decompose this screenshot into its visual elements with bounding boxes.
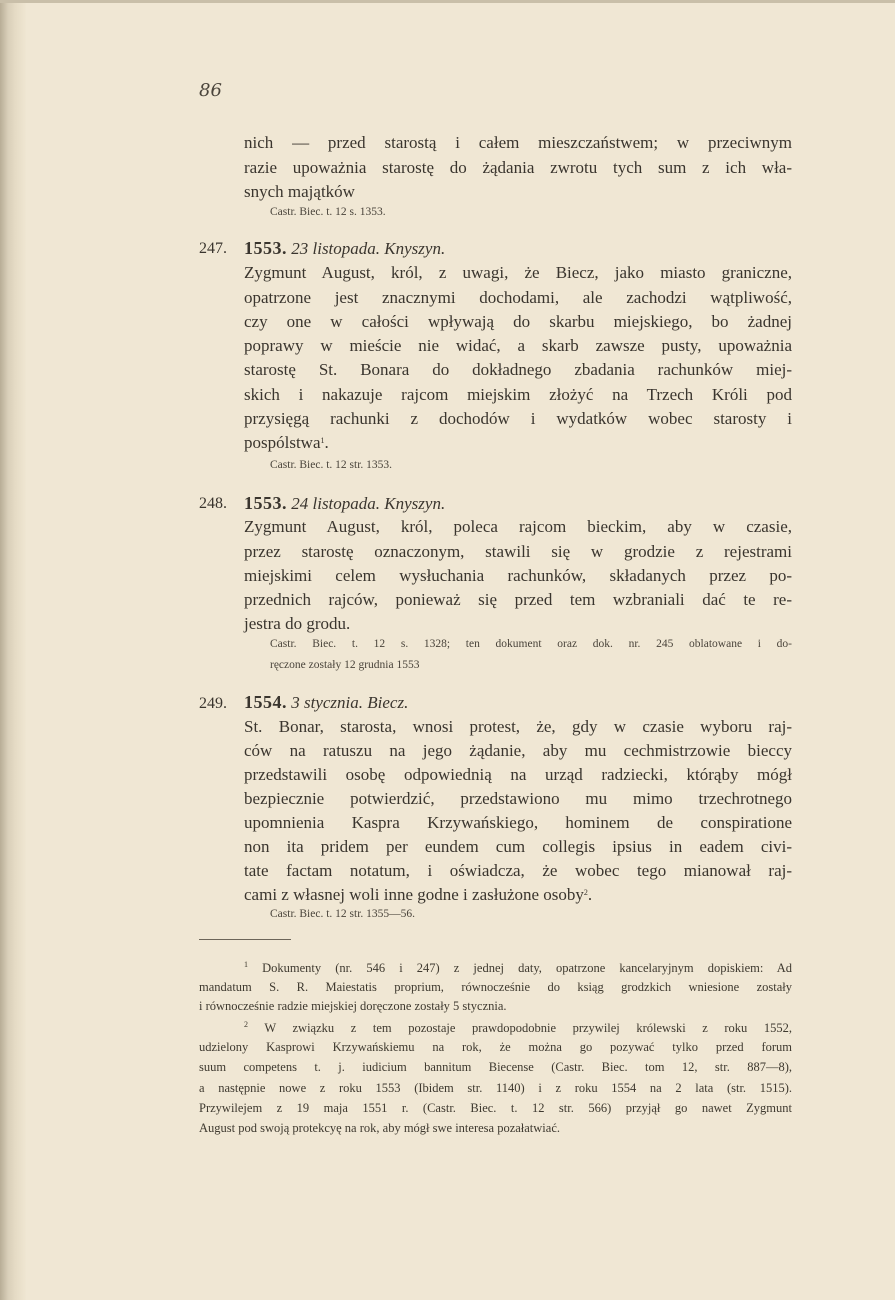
entry-line: bezpiecznie potwierdzić, przedstawiono mu mimo trzechrotnego: [244, 789, 792, 808]
entry-date-place: 3 stycznia. Biecz.: [291, 693, 409, 712]
page-binding-shadow: [0, 0, 26, 1300]
entry-heading: [244, 493, 445, 514]
entry-line: przysięgą rachunki z dochodów i wydatków wobec starosty i: [244, 409, 792, 428]
entry-heading: [244, 692, 408, 713]
footnote-mark: 1: [244, 960, 248, 969]
entry-line: czy one w całości wpływają do skarbu miejskiego, bo żadnej: [244, 312, 792, 331]
entry-line: non ita pridem per eundem cum collegis ipsius in eadem civi-: [244, 837, 792, 856]
page-number: 86: [199, 80, 222, 101]
entry-line: skich i nakazuje rajcom miejskim złożyć na Trzech Króli pod: [244, 385, 792, 404]
entry-line: ców na ratuszu na jego żądanie, aby mu cechmistrzowie bieccy: [244, 741, 792, 760]
entry-source: Castr. Biec. t. 12 s. 1328; ten dokument oraz dok. nr. 245 oblatowane i do-: [270, 638, 792, 650]
footnote-line: i równocześnie radzie miejskiej doręczone zostały 5 stycznia.: [199, 999, 507, 1013]
footnote-mark: 2: [244, 1020, 248, 1029]
footnote-rule: [199, 939, 291, 940]
entry-line: St. Bonar, starosta, wnosi protest, że, gdy w czasie wyboru raj-: [244, 717, 792, 736]
entry-line: Zygmunt August, król, z uwagi, że Biecz, jako miasto graniczne,: [244, 263, 792, 282]
entry-line: starostę St. Bonara do dokładnego zbadania rachunków miej-: [244, 360, 792, 379]
entry-line: tate factam notatum, i oświadcza, że wobec tego mianował raj-: [244, 861, 792, 880]
entry-line-last: [244, 885, 592, 905]
entry-date-place: 23 listopada. Knyszyn.: [291, 239, 446, 258]
entry-source: ręczone zostały 12 grudnia 1553: [270, 659, 420, 671]
entry-number: 248.: [199, 495, 227, 512]
entry-line: upomnienia Kaspra Krzywańskiego, hominem de conspiratione: [244, 813, 792, 832]
entry-line: przez starostę oznaczonym, stawili się w grodzie z rejestrami: [244, 542, 792, 561]
entry-line: jestra do grodu.: [244, 614, 351, 633]
entry-date-place: 24 listopada. Knyszyn.: [291, 494, 446, 513]
intro-line: razie upoważnia starostę do żądania zwrotu tych sum z ich wła-: [244, 158, 792, 177]
entry-line: Zygmunt August, król, poleca rajcom bieckim, aby w czasie,: [244, 517, 792, 536]
footnote-ref: 2: [583, 888, 588, 897]
entry-line: miejskimi celem wysłuchania rachunków, składanych przez po-: [244, 566, 792, 585]
entry-line-punct: .: [324, 433, 329, 452]
footnote-line: mandatum S. R. Maiestatis proprium, równocześnie do ksiąg grodzkich wniesione zostały: [199, 980, 792, 994]
footnote-line: [244, 1020, 792, 1036]
footnote-line: suum competens t. j. iudicium bannitum Biecense (Castr. Biec. tom 12, str. 887—8),: [199, 1060, 792, 1074]
entry-line: przedstawili osobę odpowiednią na urząd radziecki, którąby mógł: [244, 765, 792, 784]
entry-number: 247.: [199, 240, 227, 257]
entry-heading: [244, 238, 445, 259]
intro-line: snych majątków: [244, 182, 355, 201]
entry-year: 1553.: [244, 493, 287, 513]
footnote-line: Przywilejem z 19 maja 1551 r. (Castr. Biec. t. 12 str. 566) przyjął go nawet Zygmunt: [199, 1101, 792, 1115]
footnote-line: a następnie nowe z roku 1553 (Ibidem str. 1140) i z roku 1554 na 2 lata (str. 1515).: [199, 1081, 792, 1095]
entry-line-last: [244, 433, 329, 453]
entry-line-text: pospólstwa: [244, 433, 321, 452]
footnote-ref: 1: [320, 436, 325, 445]
entry-line: opatrzone jest znacznymi dochodami, ale zachodzi wątpliwość,: [244, 288, 792, 307]
footnote-line: August pod swoją protekcyę na rok, aby mógł swe interesa pozałatwiać.: [199, 1121, 561, 1135]
intro-line: nich — przed starostą i całem mieszczaństwem; w przeciwnym: [244, 133, 792, 152]
footnote-line: udzielony Kasprowi Krzywańskiemu na rok, że można go pozywać tylko przed forum: [199, 1040, 792, 1054]
entry-line: poprawy w mieście nie widać, a skarb zawsze pusty, upoważnia: [244, 336, 792, 355]
entry-line-punct: .: [587, 885, 593, 904]
intro-source: Castr. Biec. t. 12 s. 1353.: [270, 206, 386, 218]
entry-number: 249.: [199, 695, 227, 712]
entry-line-text: cami z własnej woli inne godne i zasłużone osoby: [244, 885, 584, 904]
footnote-line: [244, 960, 792, 976]
page-top-edge: [0, 0, 895, 3]
footnote-text: W związku z tem pozostaje prawdopodobnie przywilej królewski z roku 1552,: [264, 1021, 792, 1035]
entry-year: 1553.: [244, 238, 287, 258]
entry-source: Castr. Biec. t. 12 str. 1355—56.: [270, 908, 416, 920]
entry-line: przednich rajców, ponieważ się przed tem wzbraniali dać te re-: [244, 590, 792, 609]
entry-source: Castr. Biec. t. 12 str. 1353.: [270, 459, 393, 471]
entry-year: 1554.: [244, 692, 287, 712]
footnote-text: Dokumenty (nr. 546 i 247) z jednej daty, opatrzone kancelaryjnym dopiskiem: Ad: [262, 961, 792, 975]
